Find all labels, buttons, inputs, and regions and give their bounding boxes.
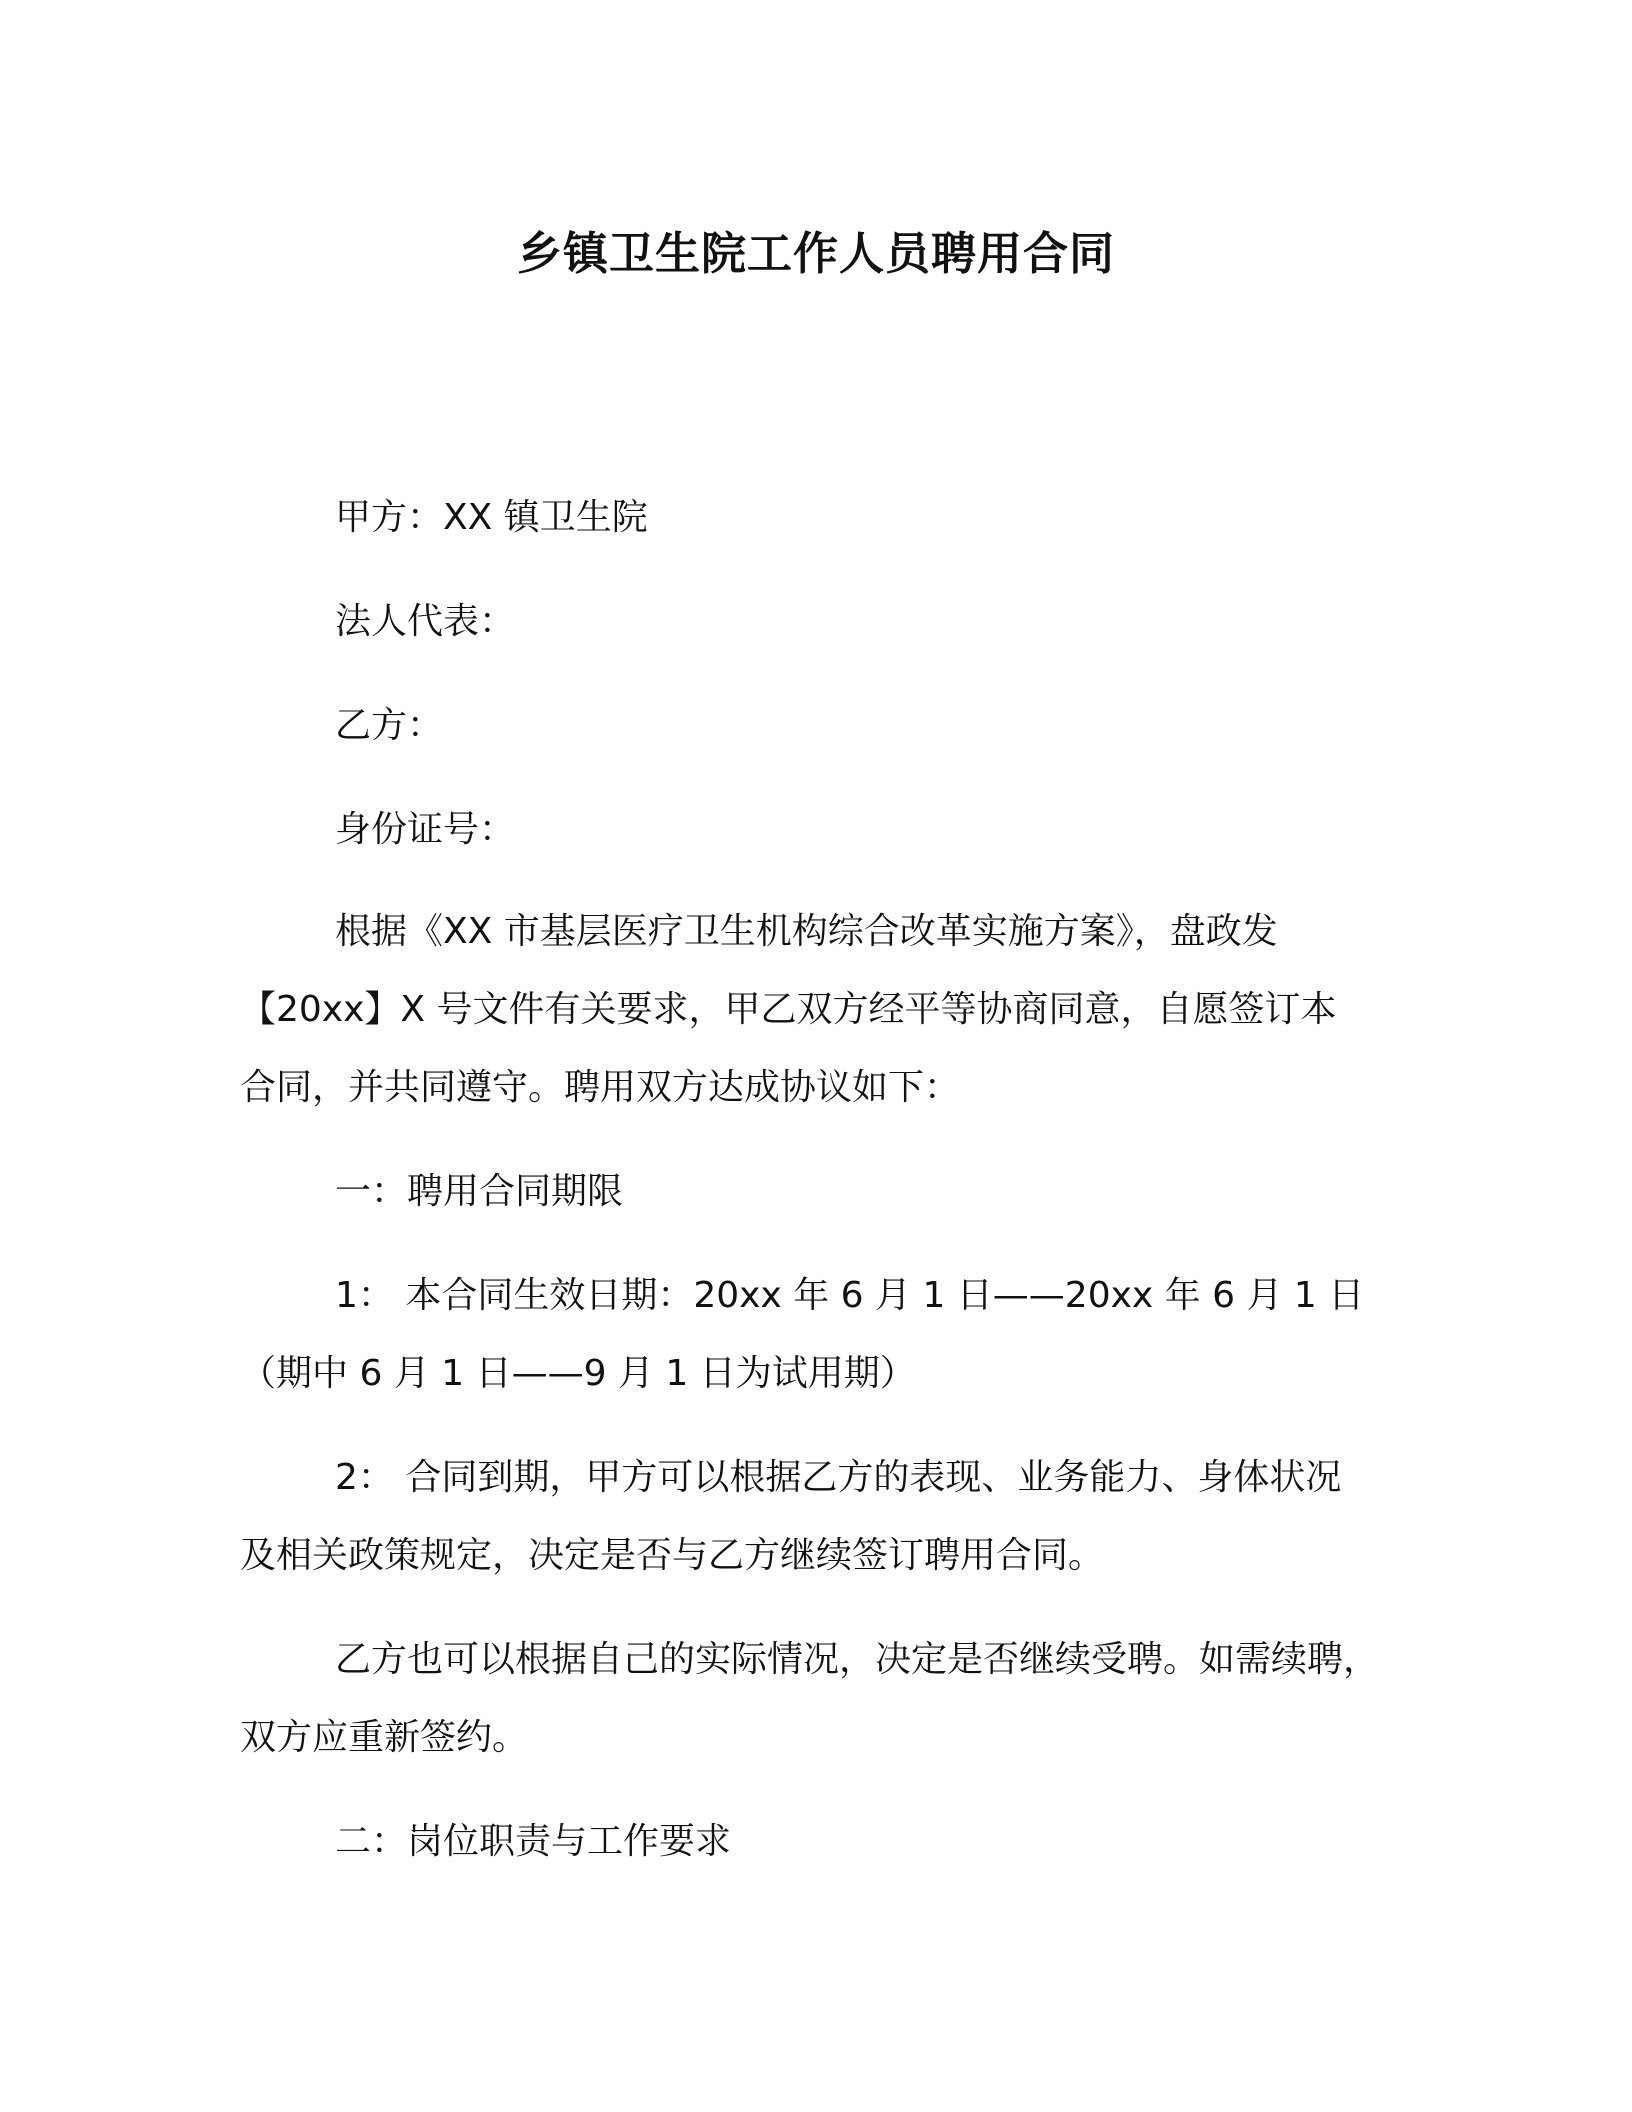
section-1-paragraph-line-1: 乙方也可以根据自己的实际情况，决定是否继续受聘。如需续聘， bbox=[335, 1639, 1380, 1680]
intro-line-2: 【20xx】X 号文件有关要求，甲乙双方经平等协商同意，自愿签订本 bbox=[240, 989, 1337, 1030]
intro-line-3: 合同，并共同遵守。聘用双方达成协议如下： bbox=[240, 1067, 961, 1108]
section-1-heading: 一：聘用合同期限 bbox=[335, 1171, 624, 1212]
section-1-item-2-line-1: 2： 合同到期，甲方可以根据乙方的表现、业务能力、身体状况 bbox=[335, 1457, 1342, 1498]
section-2-heading: 二：岗位职责与工作要求 bbox=[335, 1821, 732, 1862]
section-1-item-1-line-1: 1： 本合同生效日期：20xx 年 6 月 1 日——20xx 年 6 月 1 日 bbox=[335, 1275, 1365, 1316]
party-b-line: 乙方： bbox=[335, 705, 444, 746]
party-a-line: 甲方：XX 镇卫生院 bbox=[335, 497, 648, 538]
section-1-item-2-line-2: 及相关政策规定，决定是否与乙方继续签订聘用合同。 bbox=[240, 1535, 1105, 1576]
section-1-item-1-line-2: （期中 6 月 1 日——9 月 1 日为试用期） bbox=[240, 1353, 916, 1394]
intro-line-1: 根据《XX 市基层医疗卫生机构综合改革实施方案》，盘政发 bbox=[335, 911, 1278, 952]
document-title: 乡镇卫生院工作人员聘用合同 bbox=[516, 227, 1115, 280]
id-number-line: 身份证号： bbox=[335, 809, 516, 850]
section-1-paragraph-line-2: 双方应重新签约。 bbox=[240, 1717, 529, 1758]
legal-rep-line: 法人代表： bbox=[335, 601, 516, 642]
